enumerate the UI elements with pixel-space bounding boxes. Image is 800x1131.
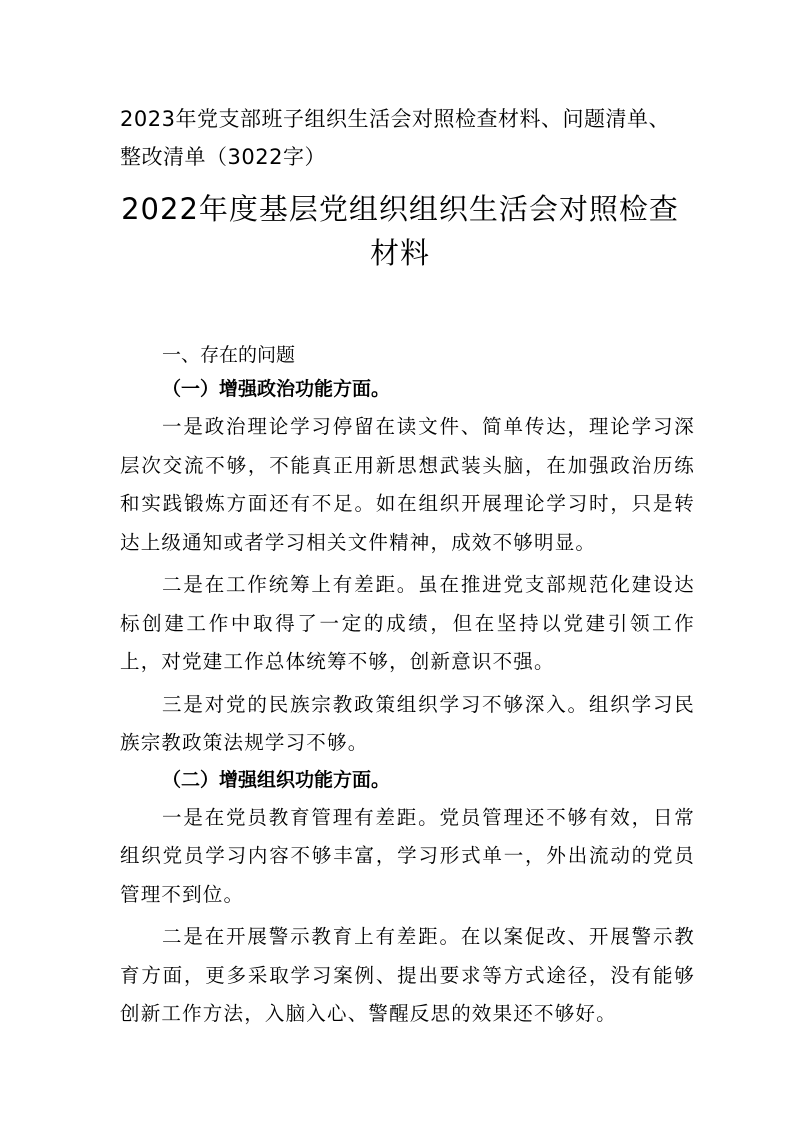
subsection-heading-political: （一）增强政治功能方面。 <box>162 378 391 400</box>
document-header-title: 2023年党支部班子组织生活会对照检查材料、问题清单、整改清单（3022字） <box>120 107 670 169</box>
document-body <box>120 338 695 1034</box>
paragraph: 三是对党的民族宗教政策组织学习不够深入。组织学习民族宗教政策法规学习不够。 <box>120 692 695 754</box>
subsection-heading-organizational: （二）增强组织功能方面。 <box>162 768 391 791</box>
paragraph: 一是在党员教育管理有差距。党员管理还不够有效，日常组织党员学习内容不够丰富，学习形式单一，外出流动的党员管理不到位。 <box>120 805 695 906</box>
page-title: 2022年度基层党组织组织生活会对照检查材料 <box>121 192 679 270</box>
paragraph: 二是在工作统筹上有差距。虽在推进党支部规范化建设达标创建工作中取得了一定的成绩，但在坚持以党建引领工作上，对党建工作总体统筹不够，创新意识不强。 <box>120 573 695 673</box>
paragraph: 一是政治理论学习停留在读文件、简单传达，理论学习深层次交流不够，不能真正用新思想武装头脑，在加强政治历练和实践锻炼方面还有不足。如在组织开展理论学习时，只是转达上级通知或者学习相关文件精神，成效不够明显。 <box>120 415 695 554</box>
paragraph: 二是在开展警示教育上有差距。在以案促改、开展警示教育方面，更多采取学习案例、提出要求等方式途径，没有能够创新工作方法，入脑入心、警醒反思的效果还不够好。 <box>120 925 695 1025</box>
section-heading-problems: 一、存在的问题 <box>162 344 296 366</box>
